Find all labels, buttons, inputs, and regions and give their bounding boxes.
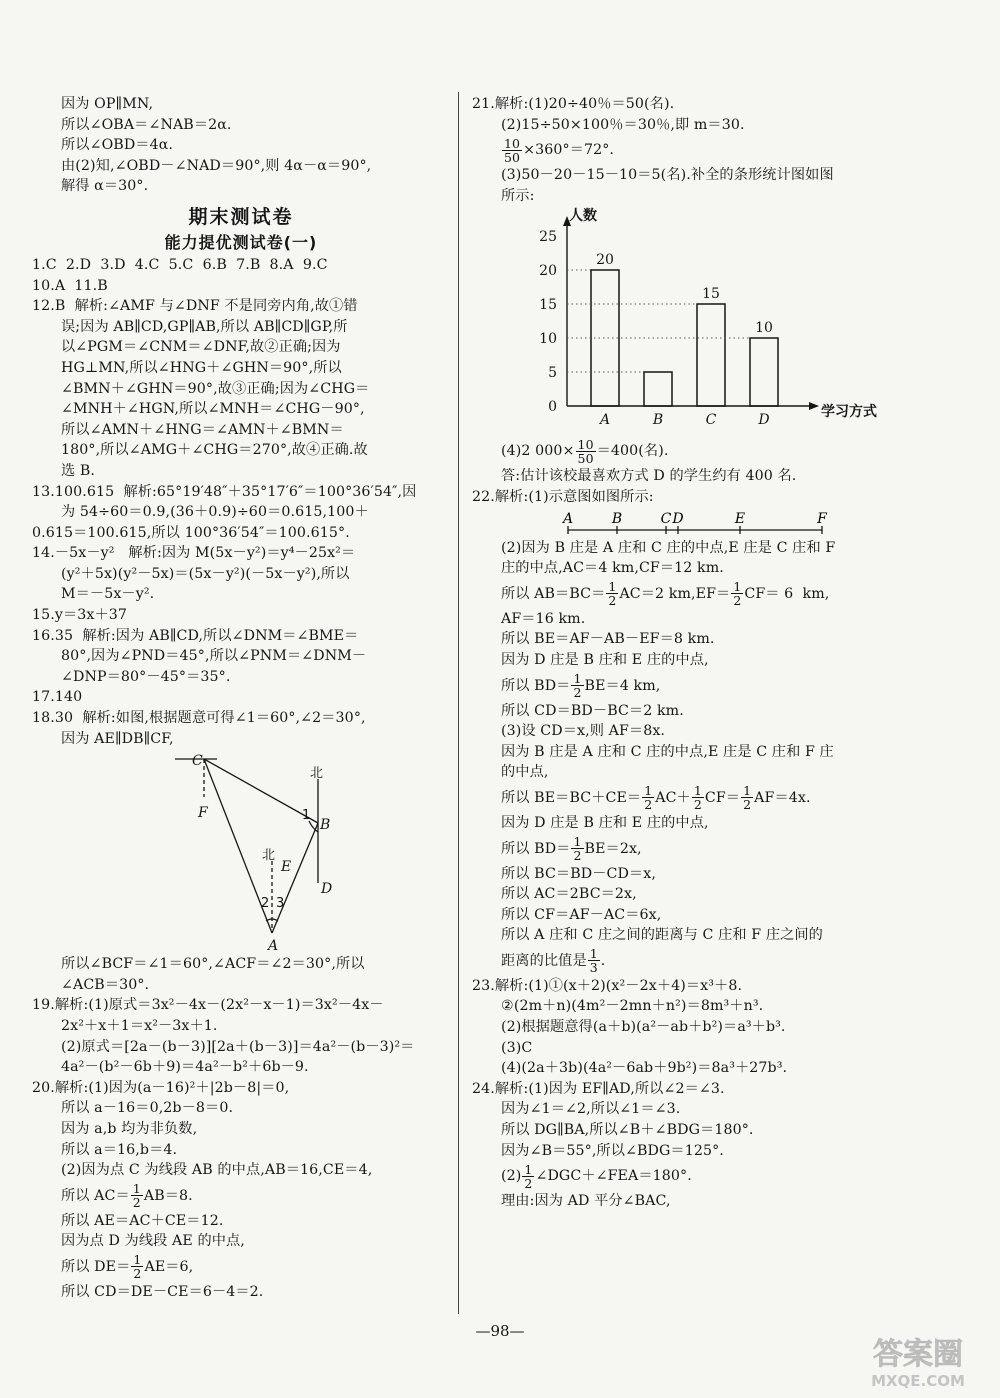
text-line: 因为 B 庄是 A 庄和 C 庄的中点,E 庄是 C 庄和 F 庄	[501, 743, 834, 760]
text-line: ∠ACB＝30°.	[61, 976, 150, 993]
point-label: F	[817, 510, 827, 527]
text-line: 24.解析:(1)因为 EF∥AD,所以∠2＝∠3.	[472, 1080, 725, 1097]
text-line: 所以 BC＝BD－CD＝x,	[501, 865, 656, 882]
text-line: 因为 AE∥DB∥CF,	[61, 730, 174, 747]
answer-21-lines-2	[472, 165, 972, 206]
text-line: 0.615＝100.615,所以 100°36′54″＝100.615°.	[32, 524, 350, 541]
label-e: E	[281, 859, 292, 876]
watermark-logo	[848, 1330, 988, 1392]
y-tick-label: 0	[548, 399, 557, 416]
text-line: 17.140	[32, 689, 83, 706]
text-line: 所以 a＝16,b＝4.	[61, 1141, 178, 1158]
point-label: C	[660, 510, 672, 527]
x-axis-arrow	[809, 402, 819, 410]
text-line: 22.解析:(1)示意图如图所示:	[472, 488, 654, 505]
text-line: 所以 CF＝AF－AC＝6x,	[501, 906, 662, 923]
text-line: 所以 A 庄和 C 庄之间的距离与 C 庄和 F 庄之间的	[501, 927, 823, 944]
text-line: 所以∠AMN＋∠HNG＝∠AMN＋∠BMN＝	[61, 421, 344, 438]
answer-22-lines	[472, 466, 972, 507]
right-column	[472, 94, 972, 1212]
watermark-url: MXQE.COM	[871, 1372, 965, 1390]
category-label: C	[705, 412, 717, 429]
answer-22-lines-6	[472, 864, 972, 946]
formula-line: (2) $\frac{1}{2}$ ∠DGC＋∠FEA＝180°.	[501, 1161, 692, 1191]
subsection-title: 能力提优测试卷(一)	[164, 232, 318, 252]
text-line: 为 54÷60＝0.9,(36＋0.9)÷60＝0.615,100＋	[61, 504, 369, 521]
x-axis-label: 学习方式	[821, 404, 877, 421]
y-tick-label: 25	[539, 229, 557, 246]
formula-line: 所以 DE＝ $\frac{1}{2}$ AE＝6,	[61, 1252, 194, 1282]
text-line: 所以 BE＝AF－AB－EF＝8 km.	[501, 631, 715, 648]
formula-line: 距离的比值是 $\frac{1}{3}$ .	[501, 946, 606, 976]
answers-1-18	[32, 255, 450, 749]
y-tick-label: 5	[548, 365, 557, 382]
answer-21-lines	[472, 94, 972, 135]
text-line: (3)50－20－15－10＝5(名).补全的条形统计图如图	[501, 167, 834, 184]
text-line: 14.－5x－y² 解析:因为 M(5x－y²)＝y⁴－25x²＝	[32, 545, 356, 562]
proof-end-lines	[32, 94, 450, 197]
figure-line	[204, 759, 318, 823]
text-line: 所以 a－16＝0,2b－8＝0.	[61, 1100, 234, 1117]
text-line: 所以∠OBA＝∠NAB＝2α.	[61, 116, 232, 133]
text-line: 因为 a,b 均为非负数,	[61, 1120, 198, 1137]
text-line: ∠DNP＝80°－45°＝35°.	[61, 668, 231, 685]
text-line: 以∠PGM＝∠CNM＝∠DNF,故②正确;因为	[61, 339, 341, 356]
text-line: 80°,因为∠PND＝45°,所以∠PNM＝∠DNM－	[61, 648, 367, 665]
answers-18-20	[32, 954, 450, 1181]
text-line: 19.解析:(1)原式＝3x²－4x－(2x²－x－1)＝3x²－4x－	[32, 997, 384, 1014]
text-line: 10.A 11.B	[32, 277, 108, 294]
text-line: 所以 CD＝BD－BC＝2 km.	[501, 702, 684, 719]
text-line: 答:估计该校最喜欢方式 D 的学生约有 400 名.	[501, 468, 797, 485]
text-line: 所示:	[501, 187, 535, 204]
text-line: 因为 D 庄是 B 庄和 E 庄的中点,	[501, 814, 709, 831]
answer-23-24-lines	[472, 976, 972, 1161]
number-line	[472, 508, 972, 538]
category-label: B	[652, 412, 664, 429]
y-tick-label: 15	[539, 297, 557, 314]
text-line: ∠MNH＋∠HGN,所以∠MNH＝∠CHG－90°,	[61, 401, 365, 418]
text-line: 所以 AC＝2BC＝2x,	[501, 886, 637, 903]
text-line: 由(2)知,∠OBD－∠NAD＝90°,则 4α－α＝90°,	[61, 157, 372, 174]
text-line: AF＝16 km.	[501, 610, 586, 627]
text-line: 因为∠1＝∠2,所以∠1＝∠3.	[501, 1101, 681, 1118]
data-label: 15	[702, 286, 720, 303]
bar	[644, 372, 672, 406]
text-line: 20.解析:(1)因为(a－16)²＋|2b－8|＝0,	[32, 1079, 290, 1096]
figure-line	[272, 823, 318, 933]
y-tick-label: 20	[539, 263, 557, 280]
text-line: (3)设 CD＝x,则 AF＝8x.	[501, 723, 666, 740]
text-line: M＝－5x－y².	[61, 586, 155, 603]
text-line: (2)因为 B 庄是 A 庄和 C 庄的中点,E 庄是 C 庄和 F	[501, 539, 836, 556]
text-line: 理由:因为 AD 平分∠BAC,	[501, 1193, 671, 1210]
north-label: 北	[262, 848, 276, 864]
answers-20-cont	[32, 1211, 450, 1252]
text-line: 所以 CD＝DE－CE＝6－4＝2.	[61, 1283, 264, 1300]
text-line: (2)15÷50×100％＝30％,即 m＝30.	[501, 116, 745, 133]
angle-3-label: 3	[276, 896, 285, 912]
text-line: 12.B 解析:∠AMF 与∠DNF 不是同旁内角,故①错	[32, 298, 358, 315]
text-line: 因为 D 庄是 B 庄和 E 庄的中点,	[501, 651, 709, 668]
text-line: 16.35 解析:因为 AB∥CD,所以∠DNM＝∠BME＝	[32, 627, 359, 644]
text-line: ②(2m＋n)(4m²－2mn＋n²)＝8m³＋n³.	[501, 998, 764, 1015]
text-line: 23.解析:(1)①(x＋2)(x²－2x＋4)＝x³＋8.	[472, 977, 743, 994]
point-label: A	[562, 510, 574, 527]
angle-2-label: 2	[261, 896, 270, 912]
text-line: 所以∠OBD＝4α.	[61, 137, 173, 154]
text-line: 解得 α＝30°.	[61, 178, 149, 195]
label-f: F	[198, 805, 208, 822]
text-line: 2x²＋x＋1＝x²－3x＋1.	[61, 1018, 218, 1034]
point-label: B	[611, 510, 623, 527]
text-line: 15.y＝3x＋37	[32, 607, 128, 624]
text-line: (2)因为点 C 为线段 AB 的中点,AB＝16,CE＝4,	[61, 1162, 373, 1179]
answer-22-lines-4	[472, 701, 972, 783]
text-line: 21.解析:(1)20÷40％＝50(名).	[472, 96, 675, 112]
bar-chart	[472, 206, 972, 436]
text-line: HG⊥MN,所以∠HNG＋∠GHN＝90°,所以	[61, 359, 342, 376]
point-label: E	[734, 510, 746, 527]
answer-22-lines-3	[472, 609, 972, 671]
column-divider	[458, 92, 459, 1314]
watermark-logo-text: 答案圈	[873, 1337, 963, 1372]
category-label: D	[758, 412, 770, 429]
text-line: 所以∠BCF＝∠1＝60°,∠ACF＝∠2＝30°,所以	[61, 956, 365, 973]
formula-line: 所以 AB＝BC＝ $\frac{1}{2}$ AC＝2 km,EF＝ $\frac{1}{2}$ CF＝ 6 km,	[501, 579, 830, 609]
text-line: ∠BMN＋∠GHN＝90°,故③正确;因为∠CHG＝	[61, 380, 370, 397]
answer-22-lines-5	[472, 813, 972, 834]
text-line: 选 B.	[61, 462, 96, 479]
section-title: 期末测试卷	[188, 205, 294, 228]
text-line: (3)C	[501, 1039, 533, 1056]
formula-line: 所以 BE＝BC＋CE＝ $\frac{1}{2}$ AC＋ $\frac{1}{2}$ CF＝ $\frac{1}{2}$ AF＝4x.	[501, 783, 811, 813]
label-a: A	[268, 938, 279, 955]
formula-line: 所以 BD＝ $\frac{1}{2}$ BE＝4 km,	[501, 671, 661, 701]
answer-22-lines-2	[472, 538, 972, 579]
text-line: 所以 AE＝AC＋CE＝12.	[61, 1212, 224, 1229]
label-b: B	[320, 817, 331, 834]
angle-1-label: 1	[302, 808, 311, 824]
page-number: —98—	[475, 1322, 525, 1340]
data-label: 10	[755, 320, 773, 337]
text-line: (4)(2a＋3b)(4a²－6ab＋9b²)＝8a³＋27b³.	[501, 1060, 788, 1077]
text-line: 4a²－(b²－6b＋9)＝4a²－b²＋6b－9.	[61, 1059, 309, 1076]
formula-line: 所以 AC＝ $\frac{1}{2}$ AB＝8.	[61, 1181, 193, 1211]
text-line: 1.C 2.D 3.D 4.C 5.C 6.B 7.B 8.A 9.C	[32, 256, 328, 273]
text-line: 180°,所以∠AMG＋∠CHG＝270°,故④正确.故	[61, 442, 368, 459]
label-d: D	[321, 881, 333, 898]
formula-line: 所以 BD＝ $\frac{1}{2}$ BE＝2x,	[501, 834, 642, 863]
y-axis-label: 人数	[569, 208, 597, 225]
formula-line: $\frac{10}{50}$ ×360°＝72°.	[504, 135, 615, 165]
north-label: 北	[310, 766, 324, 782]
text-line: 的中点,	[501, 764, 549, 781]
data-label: 20	[596, 252, 614, 269]
point-label: D	[672, 510, 684, 527]
y-tick-label: 10	[539, 331, 557, 348]
text-line: 庄的中点,AC＝4 km,CF＝12 km.	[501, 560, 724, 577]
bar	[697, 304, 725, 406]
text-line: 因为 OP∥MN,	[61, 96, 154, 112]
text-line: 13.100.615 解析:65°19′48″＋35°17′6″＝100°36′54″,因	[32, 483, 417, 500]
left-column	[32, 94, 450, 1303]
bar	[750, 338, 778, 406]
text-line: 所以 DG∥BA,所以∠B＋∠BDG＝180°.	[501, 1122, 754, 1139]
label-c: C	[192, 753, 203, 770]
text-line: (y²＋5x)(y²－5x)＝(5x－y²)(－5x－y²),所以	[61, 565, 350, 582]
text-line: 因为∠B＝55°,所以∠BDG＝125°.	[501, 1142, 724, 1159]
text-line: 18.30 解析:如图,根据题意可得∠1＝60°,∠2＝30°,	[32, 710, 366, 727]
angle-figure	[32, 749, 450, 954]
category-label: A	[599, 412, 611, 429]
formula-line: (4)2 000× $\frac{10}{50}$ ＝400(名).	[501, 436, 669, 466]
text-line: 误;因为 AB∥CD,GP∥AB,所以 AB∥CD∥GP,所	[61, 318, 348, 335]
text-line: (2)原式＝[2a－(b－3)][2a＋(b－3)]＝4a²－(b－3)²＝	[61, 1038, 415, 1055]
text-line: 因为点 D 为线段 AE 的中点,	[61, 1233, 245, 1250]
text-line: (2)根据题意得(a＋b)(a²－ab＋b²)＝a³＋b³.	[501, 1019, 786, 1036]
